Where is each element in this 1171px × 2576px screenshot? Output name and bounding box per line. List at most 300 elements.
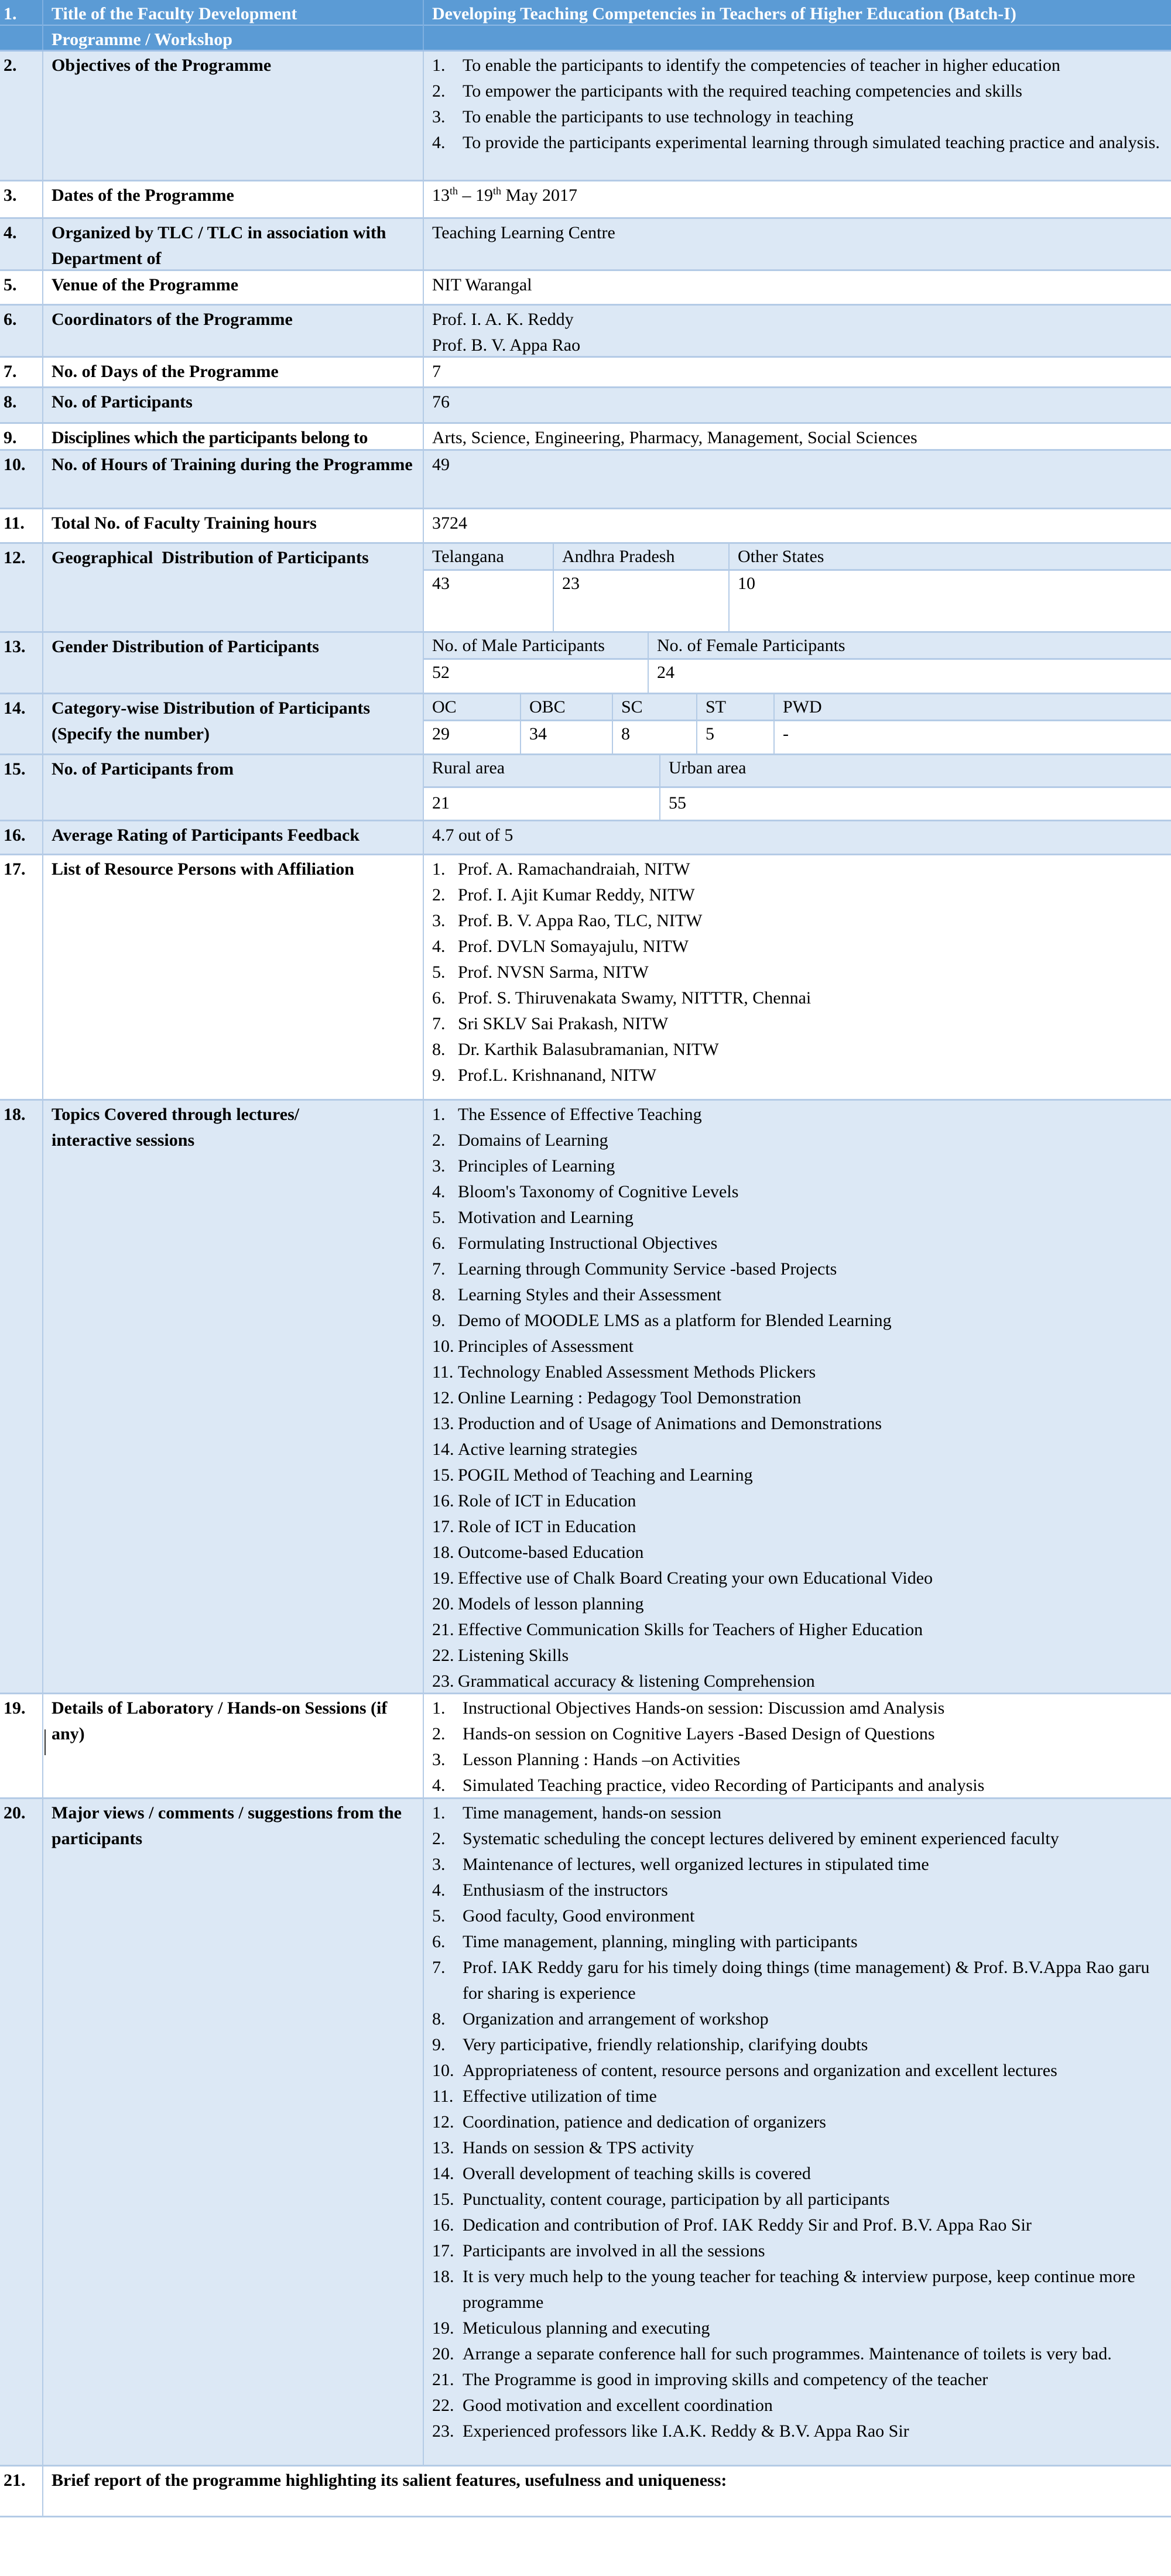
list-item-text: Dedication and contribution of Prof. IAK Reddy Sir and Prof. B.V. Appa Rao Sir bbox=[463, 2215, 1032, 2235]
list-item bbox=[432, 857, 1166, 882]
list-item-text: Systematic scheduling the concept lectures delivered by eminent experienced faculty bbox=[463, 1829, 1059, 1848]
list-item-text: Prof. I. Ajit Kumar Reddy, NITW bbox=[458, 885, 695, 905]
list-item-text: Sri SKLV Sai Prakash, NITW bbox=[458, 1014, 669, 1033]
subtable-value: 5 bbox=[697, 721, 775, 753]
list-item-text: Prof.L. Krishnanand, NITW bbox=[458, 1066, 657, 1085]
list-item bbox=[432, 908, 1166, 934]
list-item bbox=[432, 2393, 1166, 2419]
list-item bbox=[432, 1102, 1166, 1128]
subtable-value: 43 bbox=[424, 571, 554, 631]
subtable-header: OC bbox=[424, 694, 521, 721]
row-geography bbox=[0, 544, 1171, 633]
subtable-value: 21 bbox=[424, 788, 660, 820]
list-item-text: Effective use of Chalk Board Creating your own Educational Video bbox=[458, 1568, 933, 1588]
list-item-number: 11. bbox=[432, 2087, 454, 2106]
list-item bbox=[432, 2187, 1166, 2212]
row-label: Venue of the Programme bbox=[52, 275, 239, 294]
list-item bbox=[432, 2135, 1166, 2161]
list-item-number: 16. bbox=[432, 2215, 454, 2235]
row-label: List of Resource Persons with Affiliation bbox=[52, 859, 354, 879]
title-label-line1: Title of the Faculty Development bbox=[52, 4, 297, 23]
list-item-text: Formulating Instructional Objectives bbox=[458, 1234, 718, 1253]
list-item-text: Principles of Assessment bbox=[458, 1337, 634, 1356]
resource-persons-list bbox=[432, 857, 1166, 1088]
row-label: No. of Days of the Programme bbox=[52, 362, 279, 381]
row-number: 3. bbox=[4, 186, 17, 205]
list-item-text: Enthusiasm of the instructors bbox=[463, 1880, 668, 1900]
row-number: 17. bbox=[4, 859, 26, 879]
row-label: Geographical Distribution of Participants bbox=[52, 548, 369, 567]
list-item-text: Domains of Learning bbox=[458, 1131, 608, 1150]
programme-dates: 13th – 19th May 2017 bbox=[432, 185, 578, 205]
list-item-text: To empower the participants with the required teaching competencies and skills bbox=[463, 81, 1022, 101]
category-subtable bbox=[424, 694, 1171, 753]
list-item bbox=[432, 1540, 1166, 1566]
row-area bbox=[0, 755, 1171, 821]
row-label: Disciplines which the participants belong to bbox=[52, 428, 368, 447]
list-item bbox=[432, 1566, 1166, 1591]
row-label: Gender Distribution of Participants bbox=[52, 637, 319, 656]
list-item bbox=[432, 1385, 1166, 1411]
coordinator-name: Prof. B. V. Appa Rao bbox=[432, 335, 581, 355]
list-item-text: Overall development of teaching skills is covered bbox=[463, 2164, 811, 2183]
subtable-value: 24 bbox=[649, 660, 1171, 693]
list-item bbox=[432, 2084, 1166, 2109]
row-number: 8. bbox=[4, 392, 17, 412]
geography-subtable bbox=[424, 544, 1171, 631]
list-item-number: 1. bbox=[432, 1698, 446, 1718]
list-item-text: Effective utilization of time bbox=[463, 2087, 657, 2106]
row-label: Dates of the Programme bbox=[52, 186, 234, 205]
list-item-text: Online Learning : Pedagogy Tool Demonstration bbox=[458, 1388, 802, 1407]
list-item bbox=[432, 2264, 1166, 2315]
row-number: 6. bbox=[4, 310, 17, 329]
list-item bbox=[432, 1669, 1166, 1694]
list-item bbox=[432, 53, 1166, 78]
list-item-text: Motivation and Learning bbox=[458, 1208, 634, 1227]
list-item-text: The Essence of Effective Teaching bbox=[458, 1105, 702, 1124]
row-brief-report bbox=[0, 2467, 1171, 2517]
programme-title: Developing Teaching Competencies in Teachers of Higher Education (Batch-I) bbox=[432, 4, 1016, 23]
list-item bbox=[432, 1878, 1166, 1903]
list-item-number: 12. bbox=[432, 2112, 454, 2132]
row-hours bbox=[0, 451, 1171, 509]
list-item-number: 7. bbox=[432, 1014, 446, 1033]
list-item bbox=[432, 1800, 1166, 1826]
subtable-value: 34 bbox=[521, 721, 613, 753]
hours-value: 49 bbox=[432, 455, 450, 474]
row-label: Organized by TLC / TLC in association with Department of bbox=[52, 223, 386, 268]
objectives-list bbox=[432, 53, 1166, 156]
list-item-number: 4. bbox=[432, 1182, 446, 1201]
disciplines-value: Arts, Science, Engineering, Pharmacy, Management, Social Sciences bbox=[432, 428, 917, 447]
list-item-number: 10. bbox=[432, 1337, 454, 1356]
area-subtable bbox=[424, 755, 1171, 820]
list-item bbox=[432, 2109, 1166, 2135]
subtable-value: 10 bbox=[730, 571, 1171, 631]
list-item-text: Punctuality, content courage, participation by all participants bbox=[463, 2190, 890, 2209]
row-label: No. of Participants bbox=[52, 392, 193, 412]
list-item-number: 20. bbox=[432, 1594, 454, 1614]
list-item-number: 16. bbox=[432, 1491, 454, 1510]
list-item-text: Meticulous planning and executing bbox=[463, 2318, 710, 2338]
list-item-number: 14. bbox=[432, 1440, 454, 1459]
organizer-value: Teaching Learning Centre bbox=[432, 223, 615, 242]
list-item-text: Technology Enabled Assessment Methods Plickers bbox=[458, 1362, 816, 1382]
list-item-number: 2. bbox=[432, 1131, 446, 1150]
list-item-text: POGIL Method of Teaching and Learning bbox=[458, 1465, 753, 1485]
row-number: 4. bbox=[4, 223, 17, 242]
list-item-number: 6. bbox=[432, 1234, 446, 1253]
row-number: 20. bbox=[4, 1803, 26, 1823]
list-item-number: 21. bbox=[432, 2370, 454, 2389]
list-item-number: 8. bbox=[432, 2009, 446, 2029]
row-objectives bbox=[0, 52, 1171, 181]
list-item-text: Dr. Karthik Balasubramanian, NITW bbox=[458, 1040, 719, 1059]
list-item bbox=[432, 2058, 1166, 2084]
subtable-header: Urban area bbox=[660, 755, 1171, 788]
row-label: Coordinators of the Programme bbox=[52, 310, 293, 329]
list-item bbox=[432, 1852, 1166, 1878]
list-item-number: 10. bbox=[432, 2061, 454, 2080]
row-label: No. of Hours of Training during the Programme bbox=[52, 455, 413, 474]
list-item-number: 9. bbox=[432, 2035, 446, 2054]
row-number: 14. bbox=[4, 698, 26, 718]
list-item-text: Effective Communication Skills for Teachers of Higher Education bbox=[458, 1620, 923, 1639]
list-item bbox=[432, 1411, 1166, 1437]
row-number: 1. bbox=[0, 0, 43, 50]
list-item-number: 4. bbox=[432, 937, 446, 956]
list-item-text: Grammatical accuracy & listening Comprehension bbox=[458, 1671, 815, 1691]
list-item-text: To enable the participants to identify the competencies of teacher in higher education bbox=[463, 56, 1060, 75]
list-item-number: 3. bbox=[432, 107, 446, 126]
row-number: 13. bbox=[4, 637, 26, 656]
subtable-header: OBC bbox=[521, 694, 613, 721]
list-item bbox=[432, 2032, 1166, 2058]
list-item bbox=[432, 1462, 1166, 1488]
list-item bbox=[432, 1643, 1166, 1669]
subtable-value: - bbox=[775, 721, 1171, 753]
list-item bbox=[432, 1037, 1166, 1063]
list-item-number: 19. bbox=[432, 2318, 454, 2338]
rating-value: 4.7 out of 5 bbox=[432, 825, 513, 845]
list-item bbox=[432, 1591, 1166, 1617]
row-number: 15. bbox=[4, 759, 26, 779]
row-label: Category-wise Distribution of Participants (Specify the number) bbox=[52, 698, 371, 744]
list-item-number: 22. bbox=[432, 2396, 454, 2415]
lab-sessions-list bbox=[432, 1695, 1166, 1799]
row-number: 18. bbox=[4, 1105, 26, 1124]
list-item-number: 8. bbox=[432, 1285, 446, 1304]
list-item-number: 5. bbox=[432, 1208, 446, 1227]
subtable-header: No. of Female Participants bbox=[649, 633, 1171, 660]
list-item bbox=[432, 1617, 1166, 1643]
list-item-text: Role of ICT in Education bbox=[458, 1517, 636, 1536]
list-item-number: 9. bbox=[432, 1311, 446, 1330]
list-item-text: Prof. S. Thiruvenakata Swamy, NITTTR, Chennai bbox=[458, 988, 812, 1008]
list-item-number: 18. bbox=[432, 1543, 454, 1562]
list-item bbox=[432, 2212, 1166, 2238]
list-item bbox=[432, 2238, 1166, 2264]
list-item bbox=[432, 1773, 1166, 1799]
list-item-text: Listening Skills bbox=[458, 1646, 569, 1665]
list-item-number: 14. bbox=[432, 2164, 454, 2183]
list-item-text: Active learning strategies bbox=[458, 1440, 638, 1459]
list-item bbox=[432, 1514, 1166, 1540]
row-label: Topics Covered through lectures/ interactive sessions bbox=[52, 1105, 300, 1150]
list-item-number: 18. bbox=[432, 2267, 454, 2286]
list-item bbox=[432, 2161, 1166, 2187]
list-item-text: Arrange a separate conference hall for such programmes. Maintenance of toilets is very bad. bbox=[463, 2344, 1112, 2363]
list-item-number: 5. bbox=[432, 1906, 446, 1926]
row-number: 2. bbox=[4, 56, 17, 75]
participants-value: 76 bbox=[432, 392, 450, 412]
list-item bbox=[432, 1128, 1166, 1153]
list-item-number: 4. bbox=[432, 1776, 446, 1795]
list-item-number: 19. bbox=[432, 1568, 454, 1588]
list-item-text: Good faculty, Good environment bbox=[463, 1906, 695, 1926]
list-item-text: The Programme is good in improving skills and competency of the teacher bbox=[463, 2370, 988, 2389]
list-item-number: 3. bbox=[432, 1156, 446, 1176]
list-item-number: 2. bbox=[432, 1829, 446, 1848]
list-item bbox=[432, 1929, 1166, 1955]
list-item-number: 22. bbox=[432, 1646, 454, 1665]
list-item-text: Learning through Community Service -based Projects bbox=[458, 1259, 837, 1279]
row-label: No. of Participants from bbox=[52, 759, 234, 779]
list-item-number: 6. bbox=[432, 988, 446, 1008]
row-number: 10. bbox=[4, 455, 26, 474]
days-value: 7 bbox=[432, 362, 441, 381]
list-item-number: 8. bbox=[432, 1040, 446, 1059]
title-label-line2: Programme / Workshop bbox=[52, 30, 232, 49]
subtable-value: 29 bbox=[424, 721, 521, 753]
row-disciplines bbox=[0, 424, 1171, 451]
list-item-number: 23. bbox=[432, 1671, 454, 1691]
list-item-number: 9. bbox=[432, 1066, 446, 1085]
list-item-text: Coordination, patience and dedication of organizers bbox=[463, 2112, 826, 2132]
subtable-header: Andhra Pradesh bbox=[554, 544, 730, 571]
list-item bbox=[432, 882, 1166, 908]
row-venue bbox=[0, 271, 1171, 306]
list-item-number: 3. bbox=[432, 911, 446, 930]
list-item-number: 15. bbox=[432, 2190, 454, 2209]
row-number: 5. bbox=[4, 275, 17, 294]
list-item-number: 3. bbox=[432, 1750, 446, 1769]
total-hours-value: 3724 bbox=[432, 513, 467, 533]
list-item bbox=[432, 1903, 1166, 1929]
list-item bbox=[432, 2341, 1166, 2367]
row-title bbox=[0, 0, 1171, 52]
views-list bbox=[432, 1800, 1166, 2444]
list-item-text: Lesson Planning : Hands –on Activities bbox=[463, 1750, 741, 1769]
row-topics bbox=[0, 1101, 1171, 1694]
list-item bbox=[432, 1721, 1166, 1747]
list-item-text: It is very much help to the young teacher for teaching & interview purpose, keep continue more programme bbox=[463, 2267, 1135, 2312]
list-item-text: Learning Styles and their Assessment bbox=[458, 1285, 721, 1304]
row-resource-persons bbox=[0, 855, 1171, 1101]
row-label: Total No. of Faculty Training hours bbox=[52, 513, 317, 533]
list-item bbox=[432, 1747, 1166, 1773]
list-item bbox=[432, 1231, 1166, 1256]
list-item bbox=[432, 1488, 1166, 1514]
row-days bbox=[0, 358, 1171, 388]
list-item-text: Experienced professors like I.A.K. Reddy & B.V. Appa Rao Sir bbox=[463, 2421, 909, 2441]
list-item bbox=[432, 934, 1166, 960]
row-label: Details of Laboratory / Hands-on Sessions (if any) bbox=[52, 1698, 388, 1743]
list-item-text: Prof. IAK Reddy garu for his timely doing things (time management) & Prof. B.V.Appa Rao garu for sharing is experience bbox=[463, 1958, 1150, 2003]
row-label: Average Rating of Participants Feedback bbox=[52, 825, 360, 845]
list-item-number: 4. bbox=[432, 1880, 446, 1900]
list-item bbox=[432, 130, 1166, 156]
list-item-number: 23. bbox=[432, 2421, 454, 2441]
list-item-number: 15. bbox=[432, 1465, 454, 1485]
row-value bbox=[424, 0, 1171, 50]
list-item bbox=[432, 1955, 1166, 2006]
row-category bbox=[0, 694, 1171, 755]
list-item-text: Production and of Usage of Animations and Demonstrations bbox=[458, 1414, 882, 1433]
subtable-header: SC bbox=[613, 694, 697, 721]
row-label: Objectives of the Programme bbox=[52, 56, 272, 75]
list-item-number: 12. bbox=[432, 1388, 454, 1407]
list-item-text: Models of lesson planning bbox=[458, 1594, 644, 1614]
row-dates bbox=[0, 181, 1171, 219]
list-item-number: 17. bbox=[432, 1517, 454, 1536]
row-lab-sessions bbox=[0, 1694, 1171, 1799]
list-item-number: 1. bbox=[432, 859, 446, 879]
row-label: Major views / comments / suggestions from the participants bbox=[52, 1803, 402, 1848]
venue-value: NIT Warangal bbox=[432, 275, 532, 294]
row-coordinators bbox=[0, 306, 1171, 358]
list-item-text: Appropriateness of content, resource persons and organization and excellent lectures bbox=[463, 2061, 1057, 2080]
list-item-text: Good motivation and excellent coordination bbox=[463, 2396, 773, 2415]
row-number: 12. bbox=[4, 548, 26, 567]
list-item-text: Instructional Objectives Hands-on session: Discussion amd Analysis bbox=[463, 1698, 945, 1718]
list-item-number: 2. bbox=[432, 81, 446, 101]
subtable-header: Telangana bbox=[424, 544, 554, 571]
row-number: 19. bbox=[4, 1698, 26, 1718]
list-item bbox=[432, 2315, 1166, 2341]
list-item bbox=[432, 2006, 1166, 2032]
list-item-text: Time management, hands-on session bbox=[463, 1803, 722, 1823]
list-item-text: Role of ICT in Education bbox=[458, 1491, 636, 1510]
list-item bbox=[432, 1063, 1166, 1088]
list-item-number: 1. bbox=[432, 1105, 446, 1124]
row-number: 21. bbox=[4, 2471, 26, 2490]
list-item-text: Hands on session & TPS activity bbox=[463, 2138, 694, 2157]
subtable-header: PWD bbox=[775, 694, 1171, 721]
row-participants bbox=[0, 388, 1171, 424]
list-item-number: 11. bbox=[432, 1362, 454, 1382]
list-item bbox=[432, 985, 1166, 1011]
list-item-number: 20. bbox=[432, 2344, 454, 2363]
list-item bbox=[432, 1153, 1166, 1179]
coordinator-name: Prof. I. A. K. Reddy bbox=[432, 310, 574, 329]
list-item-number: 5. bbox=[432, 962, 446, 982]
row-number: 16. bbox=[4, 825, 26, 845]
list-item-text: Simulated Teaching practice, video Recording of Participants and analysis bbox=[463, 1776, 985, 1795]
subtable-value: 23 bbox=[554, 571, 730, 631]
list-item-text: Hands-on session on Cognitive Layers -Based Design of Questions bbox=[463, 1724, 935, 1743]
list-item bbox=[432, 1437, 1166, 1462]
subtable-value: 52 bbox=[424, 660, 649, 693]
list-item-number: 17. bbox=[432, 2241, 454, 2260]
list-item-text: To enable the participants to use technology in teaching bbox=[463, 107, 854, 126]
row-label: Brief report of the programme highlighting its salient features, usefulness and uniqueness: bbox=[52, 2471, 727, 2490]
subtable-header: Other States bbox=[730, 544, 1171, 571]
subtable-value: 8 bbox=[613, 721, 697, 753]
list-item-text: Participants are involved in all the sessions bbox=[463, 2241, 765, 2260]
list-item-number: 7. bbox=[432, 1259, 446, 1279]
list-item bbox=[432, 1334, 1166, 1359]
list-item-text: Prof. NVSN Sarma, NITW bbox=[458, 962, 649, 982]
row-organizer bbox=[0, 219, 1171, 271]
list-item-number: 1. bbox=[432, 1803, 446, 1823]
list-item bbox=[432, 1308, 1166, 1334]
list-item bbox=[432, 960, 1166, 985]
list-item-text: Very participative, friendly relationship, clarifying doubts bbox=[463, 2035, 868, 2054]
list-item-number: 4. bbox=[432, 133, 446, 152]
list-item bbox=[432, 1826, 1166, 1852]
list-item bbox=[432, 1359, 1166, 1385]
list-item-number: 6. bbox=[432, 1932, 446, 1951]
list-item bbox=[432, 1205, 1166, 1231]
list-item bbox=[432, 1256, 1166, 1282]
list-item-text: Prof. A. Ramachandraiah, NITW bbox=[458, 859, 690, 879]
list-item bbox=[432, 1695, 1166, 1721]
list-item-text: Maintenance of lectures, well organized lectures in stipulated time bbox=[463, 1855, 929, 1874]
list-item bbox=[432, 104, 1166, 130]
subtable-header: No. of Male Participants bbox=[424, 633, 649, 660]
list-item-number: 7. bbox=[432, 1958, 446, 1977]
list-item-number: 13. bbox=[432, 2138, 454, 2157]
row-views bbox=[0, 1799, 1171, 2467]
list-item-number: 2. bbox=[432, 885, 446, 905]
list-item-text: Principles of Learning bbox=[458, 1156, 615, 1176]
list-item bbox=[432, 1011, 1166, 1037]
list-item-number: 3. bbox=[432, 1855, 446, 1874]
list-item bbox=[432, 1282, 1166, 1308]
list-item bbox=[432, 78, 1166, 104]
list-item-text: Time management, planning, mingling with participants bbox=[463, 1932, 858, 1951]
row-label bbox=[43, 0, 424, 50]
list-item-text: Demo of MOODLE LMS as a platform for Blended Learning bbox=[458, 1311, 892, 1330]
list-item-text: Prof. B. V. Appa Rao, TLC, NITW bbox=[458, 911, 703, 930]
list-item-text: To provide the participants experimental learning through simulated teaching practice and analysis. bbox=[463, 133, 1160, 152]
row-gender bbox=[0, 633, 1171, 694]
row-number: 9. bbox=[4, 428, 17, 447]
list-item bbox=[432, 1179, 1166, 1205]
list-item-text: Prof. DVLN Somayajulu, NITW bbox=[458, 937, 689, 956]
list-item-number: 13. bbox=[432, 1414, 454, 1433]
list-item bbox=[432, 2367, 1166, 2393]
list-item-number: 1. bbox=[432, 56, 446, 75]
row-total-hours bbox=[0, 509, 1171, 544]
list-item-text: Bloom's Taxonomy of Cognitive Levels bbox=[458, 1182, 739, 1201]
subtable-value: 55 bbox=[660, 788, 1171, 820]
row-number: 11. bbox=[4, 513, 25, 533]
list-item-text: Outcome-based Education bbox=[458, 1543, 644, 1562]
subtable-header: Rural area bbox=[424, 755, 660, 788]
row-rating bbox=[0, 821, 1171, 855]
list-item-number: 21. bbox=[432, 1620, 454, 1639]
row-number: 7. bbox=[4, 362, 17, 381]
list-item bbox=[432, 2419, 1166, 2444]
subtable-header: ST bbox=[697, 694, 775, 721]
list-item-number: 2. bbox=[432, 1724, 446, 1743]
list-item-text: Organization and arrangement of workshop bbox=[463, 2009, 769, 2029]
gender-subtable bbox=[424, 633, 1171, 693]
topics-list bbox=[432, 1102, 1166, 1694]
